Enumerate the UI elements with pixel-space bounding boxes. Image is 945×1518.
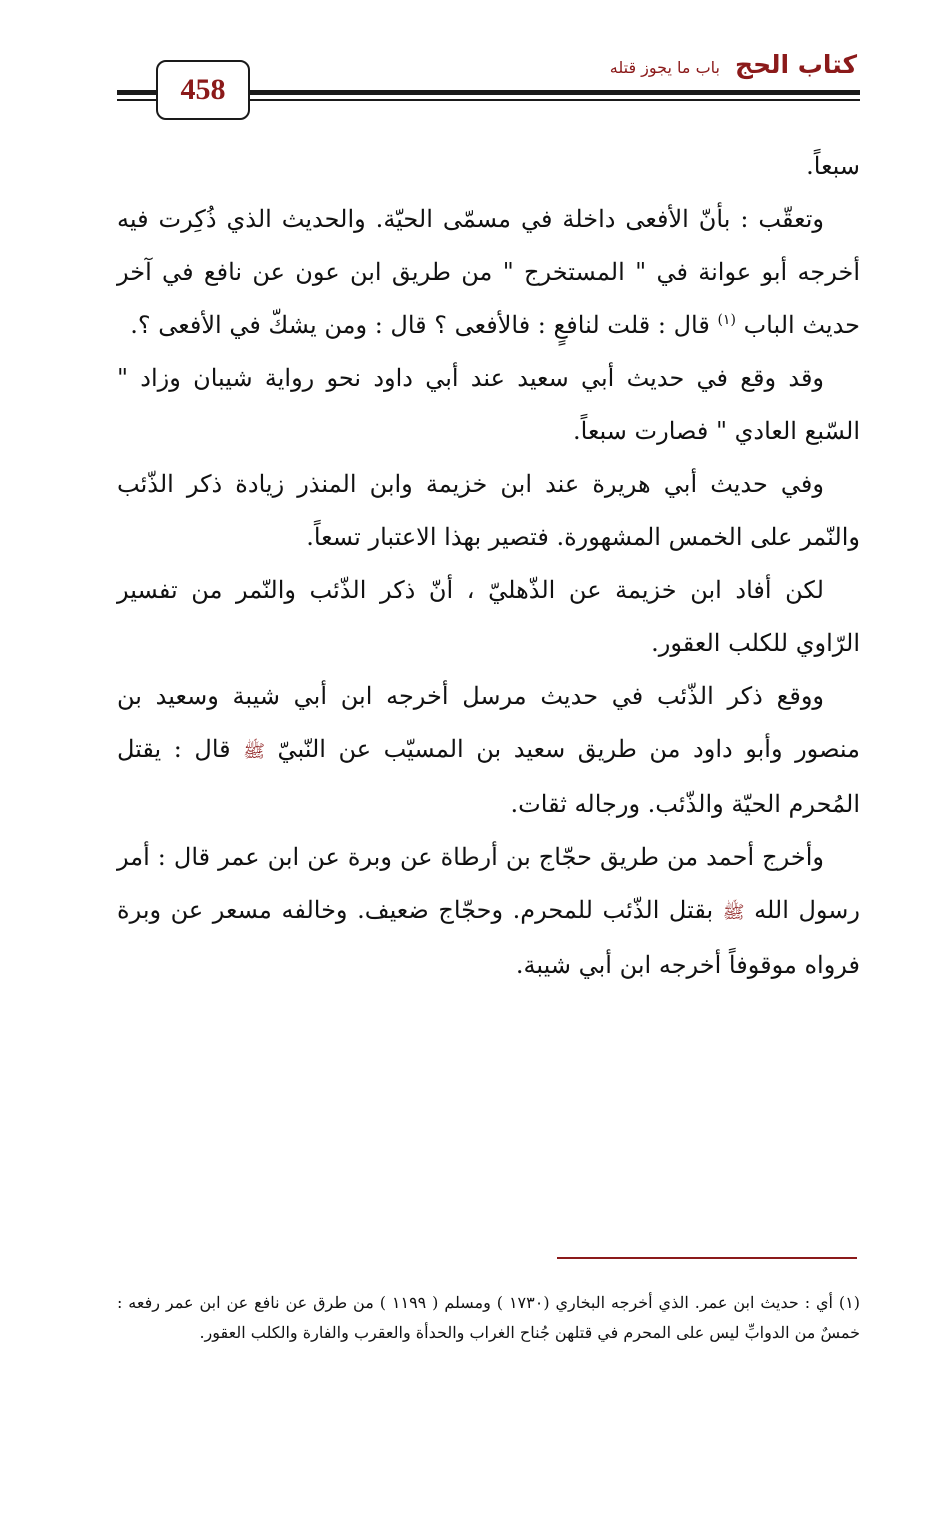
main-text — [117, 140, 860, 992]
paragraph-7-text-a: وأخرج أحمد من طريق حجّاج بن أرطاة عن وبرة عن ابن عمر قال : أمر رسول الله — [117, 843, 860, 924]
paragraph-2-tail: قال : قلت لنافعٍ : فالأفعى ؟ قال : ومن يشكّ في الأفعى ؟. — [130, 311, 710, 339]
paragraph-5: لكن أفاد ابن خزيمة عن الذّهليّ ، أنّ ذكر الذّئب والنّمر من تفسير الرّاوي للكلب العقور. — [117, 576, 860, 657]
running-head — [610, 50, 857, 79]
footnote-separator — [557, 1257, 857, 1259]
paragraph-2-text: وتعقّب : بأنّ الأفعى داخلة في مسمّى الحيّة. والحديث الذي ذُكِرت فيه أخرجه أبو عوانة في " المستخرج " من طريق ابن عون عن نافع في آخر حديث الباب — [117, 205, 860, 339]
paragraph-1: سبعاً. — [806, 152, 860, 180]
salawat-glyph: ﷺ — [722, 902, 745, 923]
paragraph-2 — [117, 193, 860, 352]
paragraph-3: وقد وقع في حديث أبي سعيد عند أبي داود نحو رواية شيبان وزاد " السّبع العادي " فصارت سبعاً. — [117, 364, 860, 445]
paragraph-6 — [117, 670, 860, 831]
paragraph-6-text-a: ووقع ذكر الذّئب في حديث مرسل أخرجه ابن أبي شيبة وسعيد بن منصور وأبو داود من طريق سعيد بن المسيّب عن النّبيّ — [117, 682, 860, 763]
book-title: كتاب الحج — [735, 50, 857, 79]
footnote-reference: (١) — [717, 312, 736, 328]
paragraph-7 — [117, 831, 860, 992]
paragraph-7-text-b: بقتل الذّئب للمحرم. وحجّاج ضعيف. وخالفه مسعر عن وبرة فرواه موقوفاً أخرجه ابن أبي شيبة. — [117, 896, 860, 979]
footnote-1: (١) أي : حديث ابن عمر. الذي أخرجه البخاري (١٧٣٠ ) ومسلم ( ١١٩٩ ) من طرق عن نافع عن ابن عمر رفعه : خمسٌ من الدوابِّ ليس على المحرم في قتلهن جُناح الغراب والحدأة والعقرب والفارة والكلب العقور. — [117, 1293, 860, 1342]
chapter-title: باب ما يجوز قتله — [609, 58, 720, 77]
salawat-glyph: ﷺ — [243, 741, 265, 762]
paragraph-6-text-b: قال : يقتل المُحرم الحيّة والذّئب. ورجاله ثقات. — [117, 735, 860, 818]
page-number: 458 — [156, 60, 250, 120]
paragraph-4: وفي حديث أبي هريرة عند ابن خزيمة وابن المنذر زيادة ذكر الذّئب والنّمر على الخمس المشهورة. فتصير بهذا الاعتبار تسعاً. — [117, 470, 860, 551]
